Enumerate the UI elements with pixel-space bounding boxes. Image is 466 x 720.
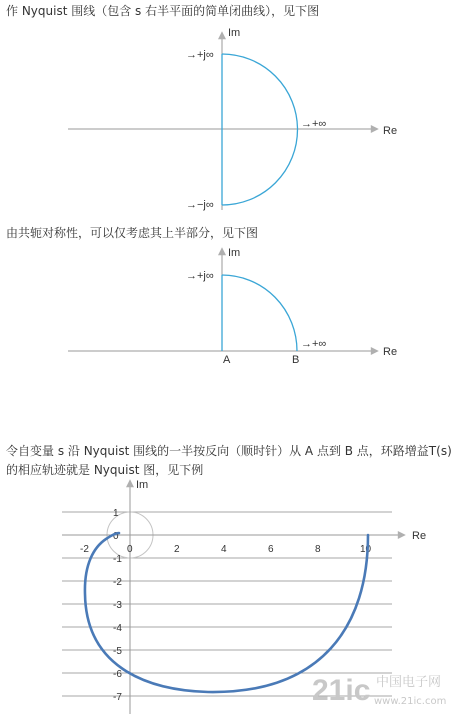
- x-tick-label: 4: [221, 544, 227, 555]
- point-b-label: B: [292, 354, 300, 366]
- x-tick-label: 2: [174, 544, 180, 555]
- plus-infinity-label: →+∞: [301, 118, 327, 130]
- nyquist-curve: [85, 533, 368, 692]
- example-text: 令自变量 s 沿 Nyquist 围线的一半按反向（顺时针）从 A 点到 B 点，环路增益T(s)的相应轨迹就是 Nyquist 图，见下例: [6, 444, 452, 477]
- watermark-logo: 21ic: [312, 674, 371, 707]
- y-tick-label: -4: [113, 623, 122, 634]
- re-label: Re: [383, 346, 398, 358]
- y-tick-label: -7: [113, 692, 122, 703]
- im-label: Im: [228, 27, 241, 39]
- x-tick-label: 8: [315, 544, 321, 555]
- im-label: Im: [228, 247, 241, 259]
- x-tick-label: -2: [80, 544, 89, 555]
- nyquist-plot-example: [0, 476, 466, 720]
- y-tick-label: -5: [113, 646, 122, 657]
- y-tick-label: 1: [113, 508, 119, 519]
- y-tick-label: -3: [113, 600, 122, 611]
- symmetry-text: 由共轭对称性，可以仅考虑其上半部分，见下图: [6, 226, 259, 240]
- nyquist-contour-half: [0, 244, 466, 374]
- watermark-site: 中国电子网: [376, 675, 442, 690]
- plus-infinity-label: →+∞: [301, 338, 327, 350]
- contour-quarter-arc: [222, 275, 297, 351]
- y-tick-label: -2: [113, 577, 122, 588]
- x-tick-label: 6: [268, 544, 274, 555]
- x-tick-label: 0: [127, 544, 133, 555]
- x-tick-label: 10: [360, 544, 372, 555]
- plus-j-infinity-label: →+j∞: [186, 49, 214, 61]
- y-tick-label: 0: [113, 531, 119, 542]
- minus-j-infinity-label: →−j∞: [186, 199, 214, 211]
- nyquist-contour-full: [0, 22, 466, 222]
- y-tick-label: -6: [113, 669, 122, 680]
- grid-lines: [62, 512, 392, 696]
- re-label: Re: [412, 530, 427, 542]
- watermark-url: www.21ic.com: [374, 696, 447, 707]
- intro-text: 作 Nyquist 围线（包含 s 右半平面的简单闭曲线），见下图: [6, 4, 320, 18]
- re-label: Re: [383, 125, 398, 137]
- im-label: Im: [136, 479, 149, 491]
- y-tick-label: -1: [113, 554, 122, 565]
- point-a-label: A: [223, 354, 231, 366]
- plus-j-infinity-label: →+j∞: [186, 270, 214, 282]
